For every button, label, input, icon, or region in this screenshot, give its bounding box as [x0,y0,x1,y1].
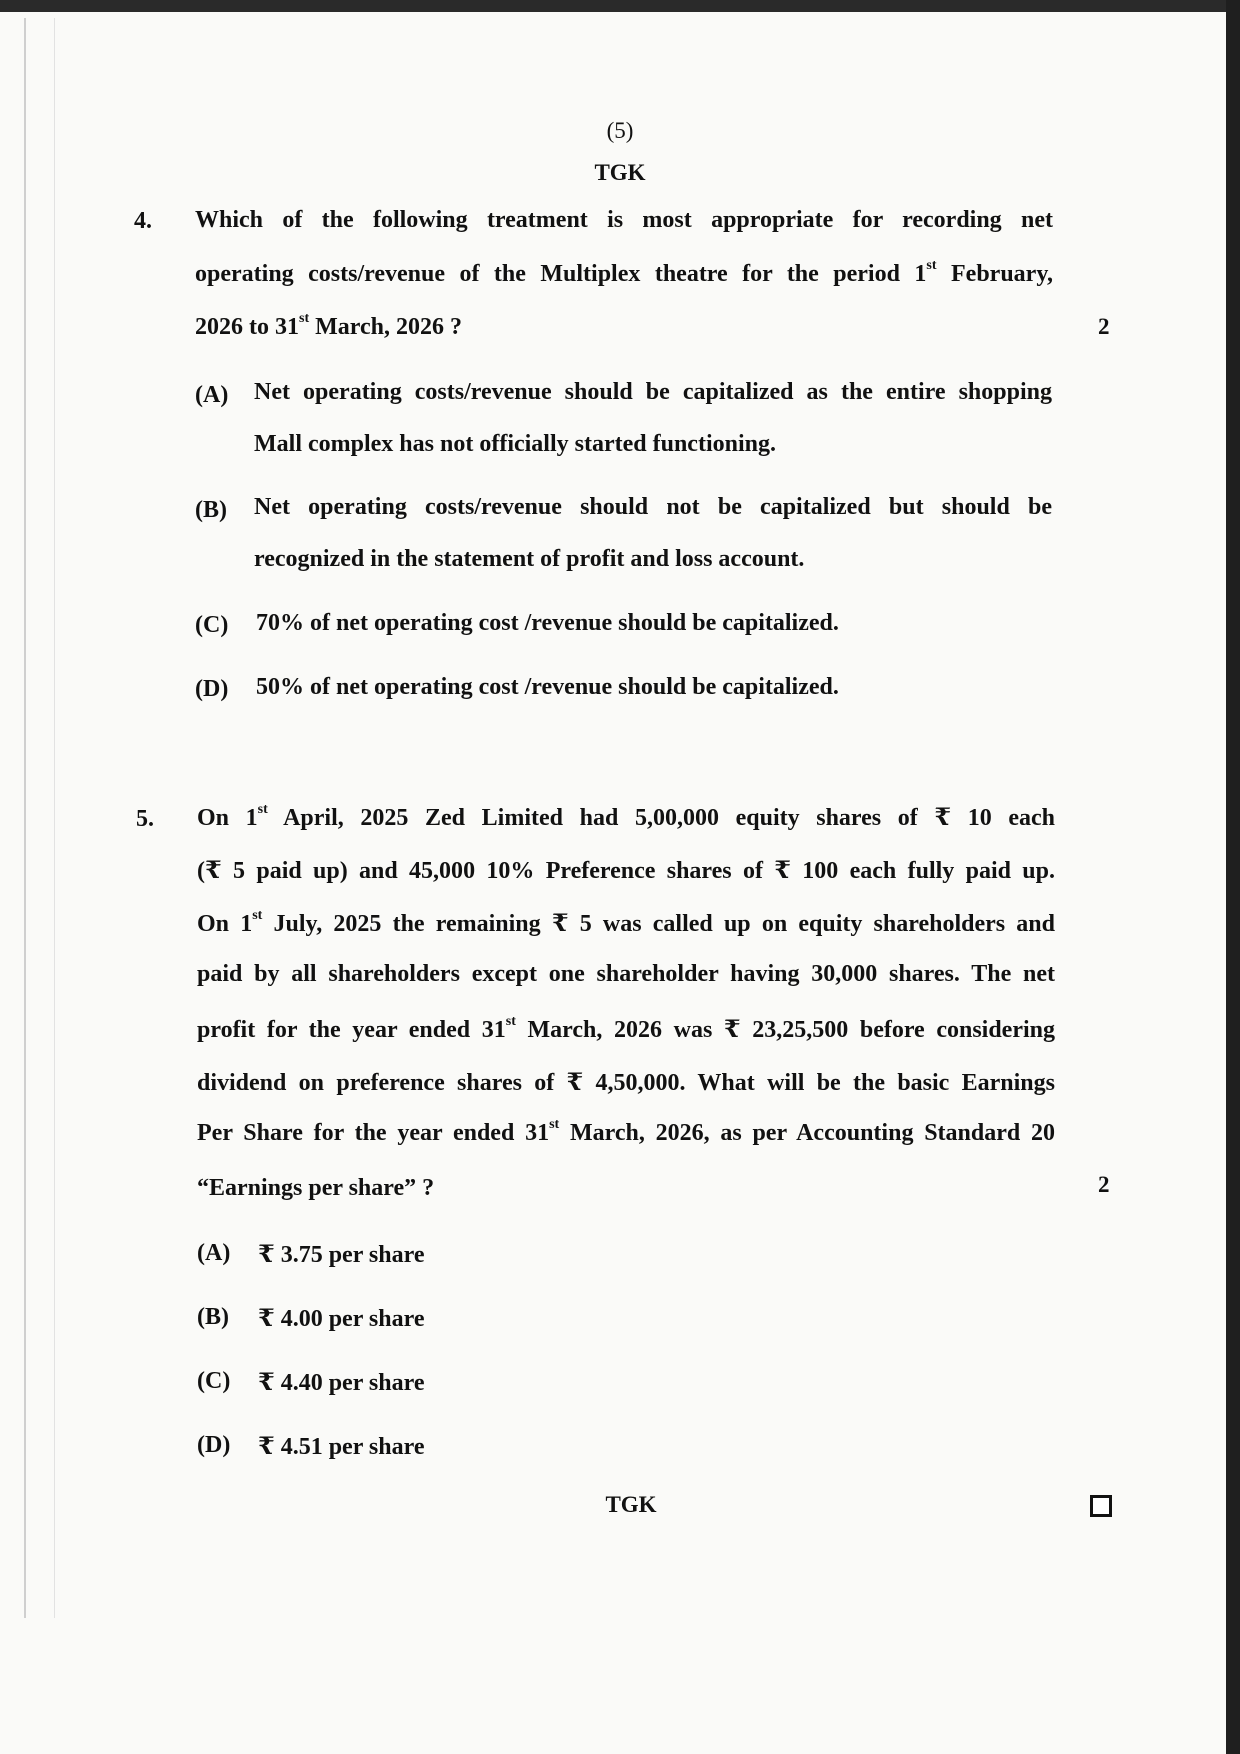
question-text-line: Per Share for the year ended 31st March, 2026, as per Accounting Standard 20 [197,1117,1055,1146]
question-marks: 2 [1098,314,1110,339]
question-text-line: profit for the year ended 31st March, 2026 was ₹ 23,25,500 before considering [197,1014,1056,1043]
margin-rule [24,18,26,1618]
option-letter: (D) [197,1432,231,1458]
question-text-line: paid by all shareholders except one shareholder having 30,000 shares. The net [197,961,1055,987]
option-text: Mall complex has not officially started functioning. [254,431,776,457]
question-text-line: 2026 to 31st March, 2026 ? [195,311,462,340]
scan-top-edge [0,0,1240,12]
square-mark-icon [1090,1495,1112,1517]
question-text-line: On 1st April, 2025 Zed Limited had 5,00,000 equity shares of ₹ 10 each [197,802,1056,831]
option-text: ₹ 4.40 per share [258,1370,425,1396]
question-number: 5. [136,806,154,832]
option-letter: (A) [197,1240,231,1266]
question-text-line: “Earnings per share” ? [197,1175,435,1201]
scan-right-edge [1226,0,1240,1754]
option-text: 50% of net operating cost /revenue should be capitalized. [256,674,839,700]
option-letter: (D) [195,676,229,702]
question-marks: 2 [1098,1172,1110,1197]
option-letter: (C) [197,1368,231,1394]
question-text-line: (₹ 5 paid up) and 45,000 10% Preference shares of ₹ 100 each fully paid up. [197,858,1055,884]
option-text: Net operating costs/revenue should be capitalized as the entire shopping [254,379,1052,405]
footer-code: TGK [605,1492,657,1517]
option-letter: (B) [195,497,227,523]
option-letter: (A) [195,382,229,408]
option-text: ₹ 4.00 per share [258,1306,425,1332]
margin-rule-inner [54,18,55,1618]
question-text-line: On 1st July, 2025 the remaining ₹ 5 was called up on equity shareholders and [197,908,1056,937]
header-code: TGK [594,160,646,185]
question-number: 4. [134,208,152,234]
option-text: ₹ 3.75 per share [258,1242,425,1268]
question-text-line: dividend on preference shares of ₹ 4,50,000. What will be the basic Earnings [197,1070,1055,1096]
option-letter: (B) [197,1304,229,1330]
page-number: (5) [606,118,634,143]
option-text: recognized in the statement of profit and loss account. [254,546,805,572]
option-letter: (C) [195,612,229,638]
option-text: Net operating costs/revenue should not be capitalized but should be [254,494,1052,520]
question-text-line: operating costs/revenue of the Multiplex theatre for the period 1st February, [195,258,1053,287]
option-text: ₹ 4.51 per share [258,1434,425,1460]
option-text: 70% of net operating cost /revenue should be capitalized. [256,610,839,636]
question-text-line: Which of the following treatment is most appropriate for recording net [195,207,1053,233]
